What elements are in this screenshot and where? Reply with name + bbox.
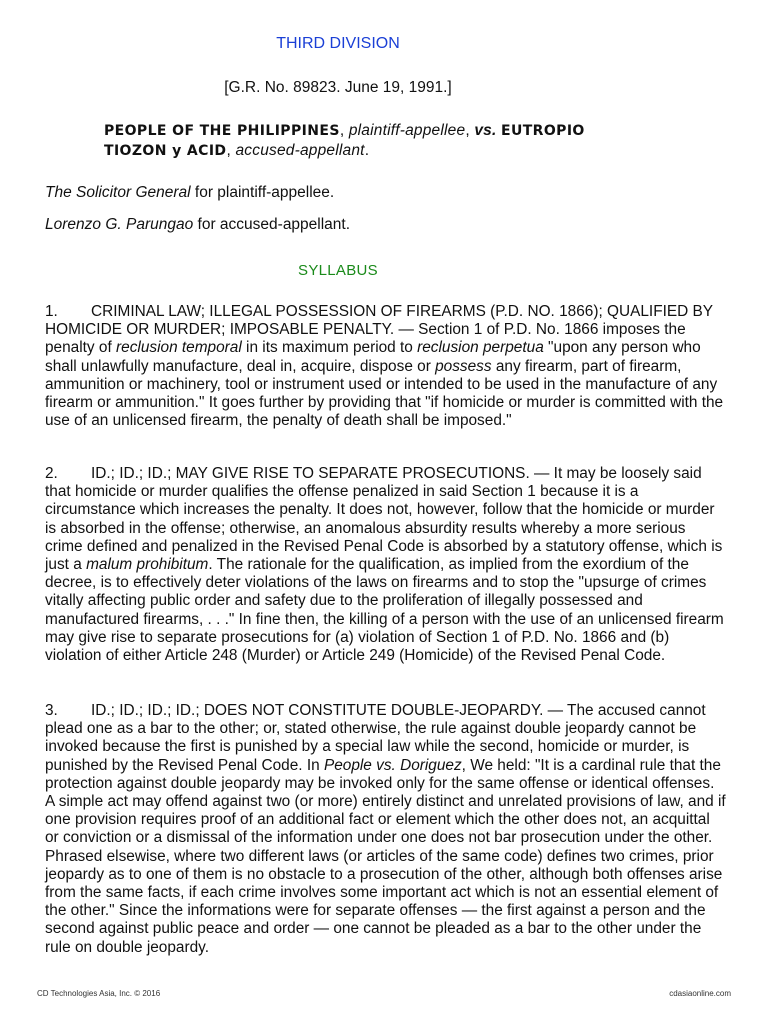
italic-term: possess xyxy=(435,357,492,375)
counsel-role: for plaintiff-appellee. xyxy=(190,184,335,201)
paragraph-text: ID.; ID.; ID.; MAY GIVE RISE TO SEPARATE PROSECUTIONS. — It may be loosely said that homicide or murder qualifies the offense penalized in said Section 1 because it is a circumstance which increases the penalty. It does not, however, follow that the homicide or murder is absorbed in the offense; otherwise, an anomalous absurdity results whereby a more serious crime defined and penalized in the Revised Penal Code is absorbed by a statutory offense, which is just a xyxy=(45,465,723,574)
paragraph-text: ID.; ID.; ID.; ID.; DOES NOT CONSTITUTE DOUBLE-JEOPARDY. — The accused cannot plead one as a bar to the other; or, stated otherwise, the rule against double jeopardy cannot be invoked because the first is punished by a special law while the second, homicide or murder, is punished by the Revised Penal Code. In xyxy=(45,702,706,774)
plaintiff-name: PEOPLE OF THE PHILIPPINES xyxy=(104,123,340,139)
paragraph-text: CRIMINAL LAW; ILLEGAL POSSESSION OF FIREARMS (P.D. NO. 1866); QUALIFIED BY HOMICIDE OR MURDER; IMPOSABLE PENALTY. — Section 1 of P.D. No. 1866 imposes the penalty of xyxy=(45,303,713,357)
plaintiff-role: plaintiff-appellee xyxy=(348,122,466,139)
footer-website: cdasiaonline.com xyxy=(669,989,731,998)
counsel-role: for accused-appellant. xyxy=(193,216,351,233)
counsel-name: Lorenzo G. Parungao xyxy=(45,216,194,233)
accused-name: EUTROPIO TIOZON y ACID xyxy=(104,123,585,159)
paragraph-text: any firearm, part of firearm, ammunition or machinery, tool or instrument used or intended to be used in the manufacture of any firearm or ammunition." It goes further by providing that "if homicide or murder is committed with the use of an unlicensed firearm, the penalty of death shall be imposed." xyxy=(45,357,724,430)
case-parties: PEOPLE OF THE PHILIPPINES, plaintiff-appellee, vs. EUTROPIO TIOZON y ACID, accused-appellant. xyxy=(104,122,585,159)
paragraph-number: 2. xyxy=(45,465,58,482)
division-heading: THIRD DIVISION xyxy=(276,35,400,52)
italic-term: People vs. Doriguez xyxy=(323,756,462,774)
accused-role: accused-appellant xyxy=(235,142,365,159)
italic-term: reclusion temporal xyxy=(116,339,242,357)
paragraph-text: "upon any person who shall unlawfully manufacture, deal in, acquire, dispose or xyxy=(45,339,701,375)
italic-term: malum prohibitum xyxy=(86,556,209,574)
paragraph-text: , We held: "It is a cardinal rule that the protection against double jeopardy may be invoked only for the same offense or identical offenses. A simple act may offend against two (or more) entirely distinct and unrelated provisions of law, and if one provision requires proof of an additional fact or element which the other does not, an acquittal or conviction or a dismissal of the information under one does not bar prosecution under the other. Phrased elsewise, where two different laws (or articles of the same code) defines two crimes, prior jeopardy as to one of them is no obstacle to a prosecution of the other, although both offenses arise from the same facts, if each crime involves some important act which is not an essential element of the other." Since the informations were for separate offenses — the first against a person and the second against public peace and order — one cannot be pleaded as a bar to the other under the rule on double jeopardy. xyxy=(45,756,726,956)
versus: vs. xyxy=(474,122,497,139)
counsel-plaintiff xyxy=(45,184,334,202)
paragraph-text: in its maximum period to xyxy=(241,339,418,357)
footer-copyright: CD Technologies Asia, Inc. © 2016 xyxy=(37,989,161,998)
paragraph-number: 3. xyxy=(45,702,58,719)
paragraph-text: . The rationale for the qualification, as implied from the exordium of the decree, is to effectively deter violations of the laws on firearms and to stop the "upsurge of crimes vitally affecting public order and safety due to the proliferation of illegally possessed and manufactured firearms, . . ." In fine then, the killing of a person with the use of an unlicensed firearm may give rise to separate prosecutions for (a) violation of Section 1 of P.D. No. 1866 and (b) violation of either Article 248 (Murder) or Article 249 (Homicide) of the Revised Penal Code. xyxy=(45,556,724,665)
syllabus-paragraph xyxy=(45,303,727,430)
syllabus-paragraph xyxy=(45,702,727,957)
case-number: [G.R. No. 89823. June 19, 1991.] xyxy=(224,79,452,96)
syllabus-heading: SYLLABUS xyxy=(298,262,378,279)
paragraph-number: 1. xyxy=(45,303,58,320)
counsel-accused xyxy=(45,216,350,234)
syllabus-paragraph xyxy=(45,465,727,665)
italic-term: reclusion perpetua xyxy=(417,339,544,357)
counsel-name: The Solicitor General xyxy=(45,184,191,201)
